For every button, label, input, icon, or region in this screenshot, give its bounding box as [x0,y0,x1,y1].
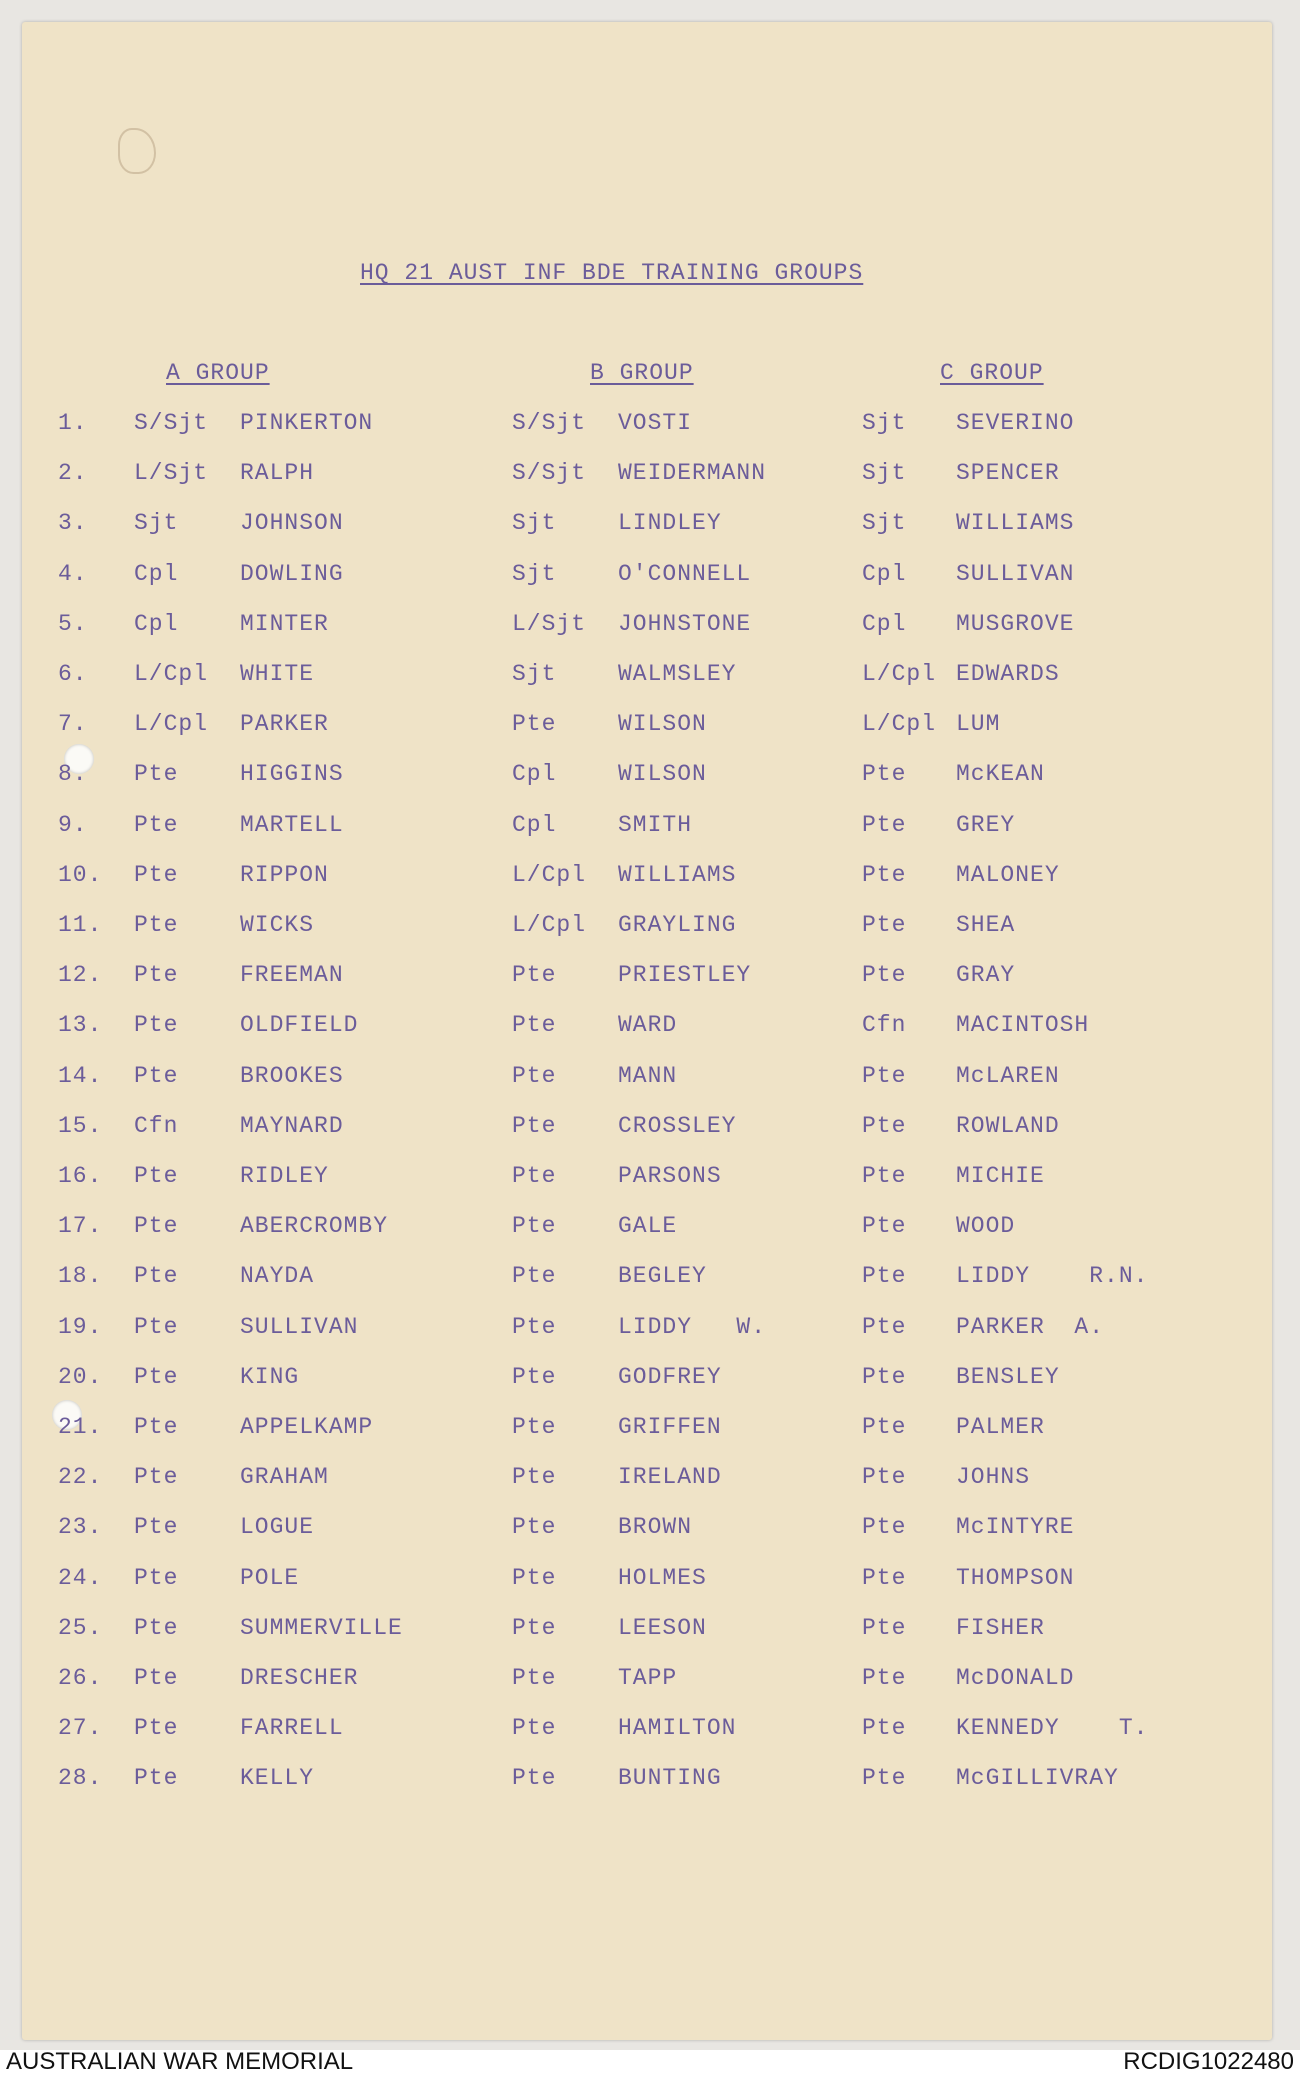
a-name-cell: PARKER [240,711,329,737]
c-rank-cell: Pte [862,1063,907,1089]
c-name-cell: ROWLAND [956,1113,1060,1139]
b-name-cell: GRAYLING [618,912,737,938]
table-row [0,510,1300,540]
c-name-cell: WILLIAMS [956,510,1075,536]
b-name-cell: O'CONNELL [618,561,752,587]
num-cell: 26. [58,1665,103,1691]
a-name-cell: PINKERTON [240,410,374,436]
a-rank-cell: Pte [134,1213,179,1239]
a-name-cell: MAYNARD [240,1113,344,1139]
table-row [0,912,1300,942]
c-name-cell: MUSGROVE [956,611,1075,637]
a-name-cell: RIDLEY [240,1163,329,1189]
a-rank-cell: Pte [134,1414,179,1440]
a-name-cell: RALPH [240,460,315,486]
num-cell: 11. [58,912,103,938]
c-name-cell: EDWARDS [956,661,1060,687]
table-row [0,1665,1300,1695]
b-name-cell: GRIFFEN [618,1414,722,1440]
a-rank-cell: Sjt [134,510,179,536]
table-row [0,1263,1300,1293]
b-name-cell: LINDLEY [618,510,722,536]
a-name-cell: FREEMAN [240,962,344,988]
b-name-cell: BROWN [618,1514,693,1540]
c-rank-cell: Pte [862,1765,907,1791]
paper-crease-mark [118,128,156,174]
a-rank-cell: Cfn [134,1113,179,1139]
c-name-cell: GRAY [956,962,1016,988]
a-name-cell: MARTELL [240,812,344,838]
a-name-cell: DOWLING [240,561,344,587]
a-rank-cell: Pte [134,1765,179,1791]
c-name-cell: LUM [956,711,1001,737]
c-rank-cell: Pte [862,1414,907,1440]
b-rank-cell: Pte [512,1765,557,1791]
a-group-header: A GROUP [166,360,270,386]
a-rank-cell: Pte [134,1012,179,1038]
b-name-cell: PRIESTLEY [618,962,752,988]
a-name-cell: GRAHAM [240,1464,329,1490]
c-name-cell: THOMPSON [956,1565,1075,1591]
num-cell: 28. [58,1765,103,1791]
c-rank-cell: Sjt [862,510,907,536]
b-rank-cell: Sjt [512,510,557,536]
a-name-cell: SULLIVAN [240,1314,359,1340]
b-name-cell: WILSON [618,761,707,787]
table-row [0,1063,1300,1093]
a-name-cell: BROOKES [240,1063,344,1089]
c-rank-cell: Pte [862,1113,907,1139]
c-name-cell: FISHER [956,1615,1045,1641]
num-cell: 24. [58,1565,103,1591]
a-rank-cell: Pte [134,1715,179,1741]
a-name-cell: ABERCROMBY [240,1213,389,1239]
b-rank-cell: Pte [512,962,557,988]
num-cell: 27. [58,1715,103,1741]
c-name-cell: GREY [956,812,1016,838]
c-rank-cell: Pte [862,1263,907,1289]
a-name-cell: NAYDA [240,1263,315,1289]
num-cell: 25. [58,1615,103,1641]
c-name-cell: PALMER [956,1414,1045,1440]
b-rank-cell: Pte [512,1314,557,1340]
table-row [0,410,1300,440]
c-name-cell: SHEA [956,912,1016,938]
c-rank-cell: Pte [862,962,907,988]
a-rank-cell: Pte [134,1665,179,1691]
footer-left: AUSTRALIAN WAR MEMORIAL [6,2048,354,2075]
num-cell: 15. [58,1113,103,1139]
b-name-cell: GODFREY [618,1364,722,1390]
num-cell: 12. [58,962,103,988]
c-name-cell: KENNEDY T. [956,1715,1149,1741]
num-cell: 7. [58,711,88,737]
a-rank-cell: Pte [134,1615,179,1641]
c-rank-cell: Pte [862,1163,907,1189]
b-rank-cell: S/Sjt [512,460,587,486]
a-name-cell: KING [240,1364,300,1390]
table-row [0,1012,1300,1042]
num-cell: 17. [58,1213,103,1239]
b-rank-cell: Pte [512,1715,557,1741]
b-rank-cell: Cpl [512,812,557,838]
b-rank-cell: Pte [512,1163,557,1189]
a-rank-cell: Cpl [134,561,179,587]
b-rank-cell: Pte [512,1063,557,1089]
c-name-cell: McDONALD [956,1665,1075,1691]
b-rank-cell: Pte [512,1263,557,1289]
a-name-cell: FARRELL [240,1715,344,1741]
num-cell: 5. [58,611,88,637]
c-name-cell: LIDDY R.N. [956,1263,1149,1289]
num-cell: 4. [58,561,88,587]
table-row [0,761,1300,791]
c-name-cell: MICHIE [956,1163,1045,1189]
b-name-cell: IRELAND [618,1464,722,1490]
a-name-cell: POLE [240,1565,300,1591]
a-rank-cell: L/Cpl [134,711,209,737]
a-rank-cell: Pte [134,812,179,838]
num-cell: 13. [58,1012,103,1038]
table-row [0,661,1300,691]
a-name-cell: DRESCHER [240,1665,359,1691]
num-cell: 14. [58,1063,103,1089]
b-name-cell: SMITH [618,812,693,838]
c-rank-cell: Pte [862,912,907,938]
c-name-cell: McLAREN [956,1063,1060,1089]
c-name-cell: McGILLIVRAY [956,1765,1119,1791]
a-rank-cell: Pte [134,962,179,988]
c-rank-cell: Pte [862,761,907,787]
table-row [0,561,1300,591]
a-rank-cell: Pte [134,761,179,787]
a-rank-cell: L/Sjt [134,460,209,486]
b-rank-cell: Pte [512,1565,557,1591]
table-row [0,1715,1300,1745]
num-cell: 1. [58,410,88,436]
a-rank-cell: Pte [134,862,179,888]
b-rank-cell: Sjt [512,561,557,587]
b-rank-cell: Pte [512,1213,557,1239]
a-name-cell: LOGUE [240,1514,315,1540]
table-row [0,460,1300,490]
b-rank-cell: Pte [512,1464,557,1490]
num-cell: 3. [58,510,88,536]
num-cell: 8. [58,761,88,787]
a-name-cell: OLDFIELD [240,1012,359,1038]
c-rank-cell: Pte [862,1213,907,1239]
a-name-cell: WICKS [240,912,315,938]
c-rank-cell: Pte [862,1514,907,1540]
b-rank-cell: Cpl [512,761,557,787]
a-name-cell: HIGGINS [240,761,344,787]
b-name-cell: WILSON [618,711,707,737]
a-rank-cell: Pte [134,1163,179,1189]
b-name-cell: CROSSLEY [618,1113,737,1139]
num-cell: 20. [58,1364,103,1390]
c-name-cell: MALONEY [956,862,1060,888]
b-rank-cell: Pte [512,1665,557,1691]
a-name-cell: MINTER [240,611,329,637]
b-rank-cell: L/Cpl [512,912,587,938]
b-rank-cell: Pte [512,1514,557,1540]
b-name-cell: LIDDY W. [618,1314,767,1340]
num-cell: 18. [58,1263,103,1289]
a-rank-cell: Pte [134,1514,179,1540]
b-group-header: B GROUP [590,360,694,386]
table-row [0,1113,1300,1143]
c-rank-cell: Pte [862,1665,907,1691]
table-row [0,1565,1300,1595]
footer-right: RCDIG1022480 [1123,2048,1294,2075]
c-rank-cell: Sjt [862,410,907,436]
a-name-cell: JOHNSON [240,510,344,536]
a-rank-cell: Pte [134,1565,179,1591]
a-rank-cell: Pte [134,1063,179,1089]
b-name-cell: LEESON [618,1615,707,1641]
a-name-cell: RIPPON [240,862,329,888]
b-rank-cell: Pte [512,1364,557,1390]
table-row [0,1163,1300,1193]
a-rank-cell: S/Sjt [134,410,209,436]
c-name-cell: SPENCER [956,460,1060,486]
table-row [0,1414,1300,1444]
num-cell: 19. [58,1314,103,1340]
c-rank-cell: Pte [862,1715,907,1741]
b-name-cell: PARSONS [618,1163,722,1189]
b-rank-cell: L/Cpl [512,862,587,888]
b-rank-cell: S/Sjt [512,410,587,436]
c-name-cell: McINTYRE [956,1514,1075,1540]
b-rank-cell: L/Sjt [512,611,587,637]
c-rank-cell: Sjt [862,460,907,486]
table-row [0,1514,1300,1544]
c-rank-cell: Pte [862,862,907,888]
table-row [0,1765,1300,1795]
num-cell: 16. [58,1163,103,1189]
table-row [0,611,1300,641]
num-cell: 23. [58,1514,103,1540]
b-name-cell: VOSTI [618,410,693,436]
b-name-cell: WALMSLEY [618,661,737,687]
b-name-cell: HOLMES [618,1565,707,1591]
document-title: HQ 21 AUST INF BDE TRAINING GROUPS [360,260,864,286]
c-name-cell: JOHNS [956,1464,1031,1490]
b-name-cell: WEIDERMANN [618,460,767,486]
c-name-cell: PARKER A. [956,1314,1105,1340]
table-row [0,711,1300,741]
table-row [0,812,1300,842]
b-name-cell: MANN [618,1063,678,1089]
c-rank-cell: Pte [862,1565,907,1591]
c-rank-cell: Cpl [862,561,907,587]
b-rank-cell: Pte [512,1113,557,1139]
table-row [0,1213,1300,1243]
c-rank-cell: Pte [862,1464,907,1490]
c-rank-cell: Pte [862,812,907,838]
num-cell: 2. [58,460,88,486]
b-name-cell: BUNTING [618,1765,722,1791]
c-rank-cell: Cfn [862,1012,907,1038]
num-cell: 10. [58,862,103,888]
b-rank-cell: Pte [512,711,557,737]
a-rank-cell: L/Cpl [134,661,209,687]
c-rank-cell: Pte [862,1314,907,1340]
b-name-cell: GALE [618,1213,678,1239]
b-rank-cell: Pte [512,1414,557,1440]
a-name-cell: SUMMERVILLE [240,1615,403,1641]
a-rank-cell: Cpl [134,611,179,637]
a-name-cell: APPELKAMP [240,1414,374,1440]
b-name-cell: WILLIAMS [618,862,737,888]
b-rank-cell: Sjt [512,661,557,687]
a-rank-cell: Pte [134,1464,179,1490]
b-name-cell: HAMILTON [618,1715,737,1741]
c-rank-cell: Pte [862,1364,907,1390]
a-name-cell: KELLY [240,1765,315,1791]
table-row [0,1615,1300,1645]
c-rank-cell: Pte [862,1615,907,1641]
table-row [0,862,1300,892]
c-name-cell: SULLIVAN [956,561,1075,587]
a-rank-cell: Pte [134,912,179,938]
b-name-cell: TAPP [618,1665,678,1691]
b-rank-cell: Pte [512,1012,557,1038]
a-name-cell: WHITE [240,661,315,687]
a-rank-cell: Pte [134,1314,179,1340]
b-name-cell: WARD [618,1012,678,1038]
num-cell: 21. [58,1414,103,1440]
num-cell: 6. [58,661,88,687]
c-group-header: C GROUP [940,360,1044,386]
table-row [0,962,1300,992]
a-rank-cell: Pte [134,1364,179,1390]
num-cell: 9. [58,812,88,838]
c-name-cell: WOOD [956,1213,1016,1239]
b-name-cell: BEGLEY [618,1263,707,1289]
b-name-cell: JOHNSTONE [618,611,752,637]
c-rank-cell: L/Cpl [862,661,937,687]
table-row [0,1464,1300,1494]
num-cell: 22. [58,1464,103,1490]
c-name-cell: MACINTOSH [956,1012,1090,1038]
b-rank-cell: Pte [512,1615,557,1641]
c-name-cell: BENSLEY [956,1364,1060,1390]
c-name-cell: McKEAN [956,761,1045,787]
c-rank-cell: L/Cpl [862,711,937,737]
c-rank-cell: Cpl [862,611,907,637]
table-row [0,1364,1300,1394]
table-row [0,1314,1300,1344]
c-name-cell: SEVERINO [956,410,1075,436]
a-rank-cell: Pte [134,1263,179,1289]
